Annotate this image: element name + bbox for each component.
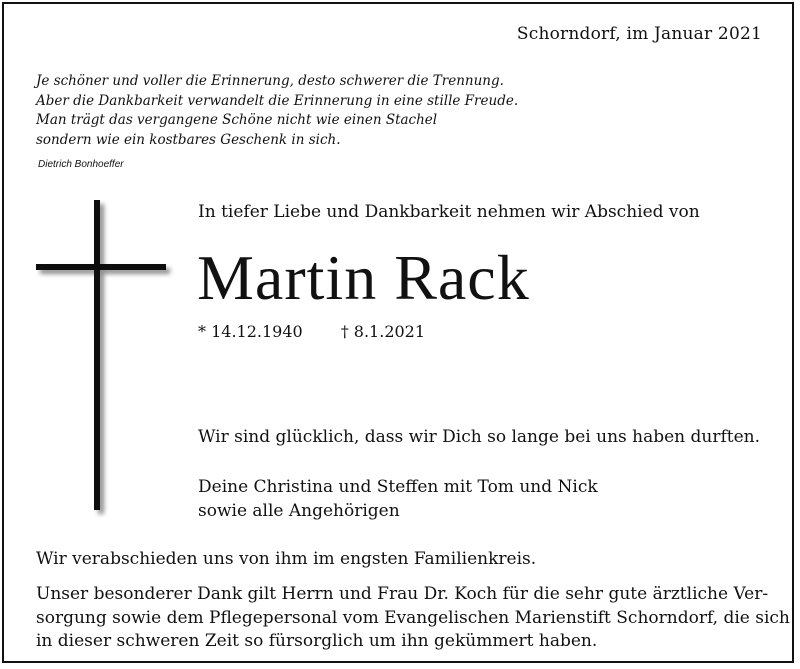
place-date: Schorndorf, im Januar 2021	[516, 24, 762, 44]
quote-author: Dietrich Bonhoeffer	[38, 159, 124, 170]
death-date: † 8.1.2021	[340, 322, 426, 341]
thanks-text	[36, 583, 790, 654]
birth-date: * 14.12.1940	[198, 322, 303, 341]
family-line: Deine Christina und Steffen mit Tom und Nick	[198, 477, 598, 497]
cross-icon	[34, 198, 176, 520]
obituary-frame	[2, 2, 794, 663]
quote-line: sondern wie ein kostbares Geschenk in sich.	[36, 131, 341, 148]
thanks-line: Unser besonderer Dank gilt Herrn und Frau Dr. Koch für die sehr gute ärztliche Ver-	[36, 584, 769, 604]
quote-line: Aber die Dankbarkeit verwandelt die Erinnerung in eine stille Freude.	[36, 92, 519, 109]
quote	[36, 72, 518, 150]
thanks-line: in dieser schweren Zeit so fürsorglich um ihn gekümmert haben.	[36, 631, 598, 651]
thanks-line: sorgung sowie dem Pflegepersonal vom Evangelischen Marienstift Schorndorf, die sich	[36, 607, 790, 628]
intro-text: In tiefer Liebe und Dankbarkeit nehmen wir Abschied von	[198, 202, 700, 222]
family-signature	[198, 475, 598, 523]
farewell-text: Wir verabschieden uns von ihm im engsten Familienkreis.	[36, 549, 537, 569]
quote-line: Je schöner und voller die Erinnerung, desto schwerer die Trennung.	[36, 73, 504, 89]
quote-line: Man trägt das vergangene Schöne nicht wie einen Stachel	[36, 112, 438, 128]
grateful-text: Wir sind glücklich, dass wir Dich so lange bei uns haben durften.	[198, 427, 761, 447]
deceased-name: Martin Rack	[197, 242, 530, 313]
life-dates	[198, 322, 425, 341]
family-line: sowie alle Angehörigen	[198, 501, 400, 521]
